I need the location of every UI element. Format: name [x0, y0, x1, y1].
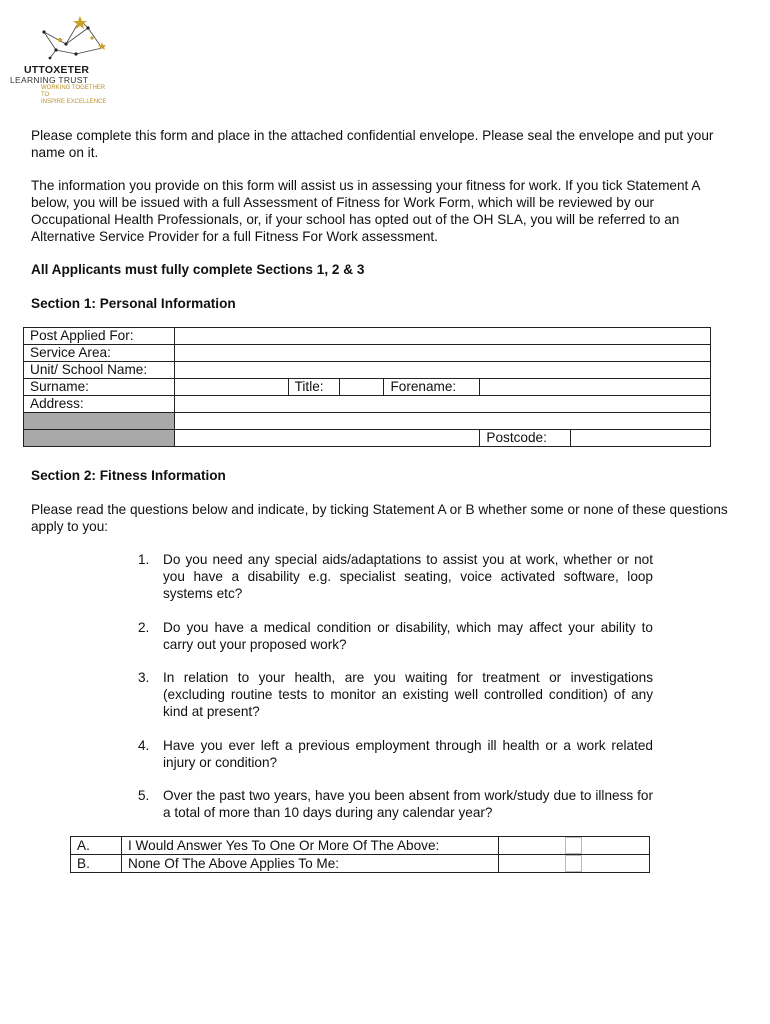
statement-letter: B.: [71, 855, 122, 873]
personal-info-table: [23, 327, 711, 447]
question-5: [138, 787, 653, 821]
question-text: Over the past two years, have you been absent from work/study due to illness for a total of more than 10 days during any calendar year?: [163, 788, 653, 820]
table-row: [24, 396, 711, 413]
section2-instructions: Please read the questions below and indicate, by ticking Statement A or B whether some or none of these questions apply to you:: [31, 502, 728, 534]
service-area-field[interactable]: [174, 345, 710, 362]
question-1: [138, 551, 653, 602]
postcode-label: Postcode:: [480, 430, 571, 447]
table-row: [24, 345, 711, 362]
address-field-line2[interactable]: [174, 413, 710, 430]
unit-school-label: Unit/ School Name:: [24, 362, 175, 379]
question-number: 5.: [138, 788, 150, 803]
table-row: [24, 328, 711, 345]
statement-b-tick-cell[interactable]: [499, 855, 650, 873]
address-field-line3[interactable]: [174, 430, 479, 447]
question-text: Have you ever left a previous employment through ill health or a work related injury or condition?: [163, 738, 653, 770]
forename-field[interactable]: [480, 379, 711, 396]
title-field[interactable]: [339, 379, 384, 396]
star-cluster-icon: [36, 14, 116, 62]
unit-school-field[interactable]: [174, 362, 710, 379]
statement-text: None Of The Above Applies To Me:: [122, 855, 499, 873]
statement-letter: A.: [71, 837, 122, 855]
logo-tagline-line1: WORKING TOGETHER TO: [41, 85, 106, 98]
question-2: [138, 619, 653, 653]
logo-name: UTTOXETER: [24, 64, 90, 76]
logo-tagline-line2: INSPIRE EXCELLENCE: [41, 99, 107, 105]
intro-paragraph-1: Please complete this form and place in the attached confidential envelope. Please seal the envelope and put your name on it.: [31, 128, 714, 160]
logo-subname: LEARNING TRUST: [10, 75, 89, 85]
table-row: [24, 362, 711, 379]
post-applied-field[interactable]: [174, 328, 710, 345]
table-row: [24, 413, 711, 430]
address-label: Address:: [24, 396, 175, 413]
table-row: [24, 379, 711, 396]
logo-tagline: [41, 85, 110, 106]
shaded-cell: [24, 430, 175, 447]
question-number: 3.: [138, 670, 150, 685]
section2-heading: Section 2: Fitness Information: [31, 468, 226, 483]
address-field-line1[interactable]: [174, 396, 710, 413]
title-label: Title:: [288, 379, 339, 396]
section1-heading: Section 1: Personal Information: [31, 296, 236, 311]
trust-logo: [10, 14, 110, 105]
question-3: [138, 669, 653, 720]
post-applied-label: Post Applied For:: [24, 328, 175, 345]
question-number: 2.: [138, 620, 150, 635]
all-applicants-heading: All Applicants must fully complete Sections 1, 2 & 3: [31, 262, 365, 277]
statement-table: [70, 836, 650, 873]
statement-a-tick-cell[interactable]: [499, 837, 650, 855]
table-row: [71, 837, 650, 855]
question-4: [138, 737, 653, 771]
table-row: [71, 855, 650, 873]
forename-label: Forename:: [384, 379, 480, 396]
question-text: Do you have a medical condition or disability, which may affect your ability to carry out your proposed work?: [163, 620, 653, 652]
statement-text: I Would Answer Yes To One Or More Of The Above:: [122, 837, 499, 855]
question-number: 1.: [138, 552, 150, 567]
question-number: 4.: [138, 738, 150, 753]
question-text: In relation to your health, are you waiting for treatment or investigations (excluding routine tests to monitor an existing well controlled condition) of any kind at present?: [163, 670, 653, 719]
surname-label: Surname:: [24, 379, 175, 396]
statement-a-checkbox[interactable]: [565, 837, 582, 854]
postcode-field[interactable]: [571, 430, 711, 447]
statement-b-checkbox[interactable]: [565, 855, 582, 872]
question-text: Do you need any special aids/adaptations to assist you at work, whether or not you have a disability e.g. specialist seating, voice activated software, loop systems etc?: [163, 552, 653, 601]
shaded-cell: [24, 413, 175, 430]
surname-field[interactable]: [174, 379, 288, 396]
table-row: [24, 430, 711, 447]
intro-paragraph-2: The information you provide on this form will assist us in assessing your fitness for work. If you tick Statement A below, you will be issued with a full Assessment of Fitness for Work Form, which will be reviewed by our Occupational Health Professionals, or, if your school has opted out of the OH SLA, you will be referred to an Alternative Service Provider for a full Fitness For Work assessment.: [31, 178, 700, 244]
service-area-label: Service Area:: [24, 345, 175, 362]
